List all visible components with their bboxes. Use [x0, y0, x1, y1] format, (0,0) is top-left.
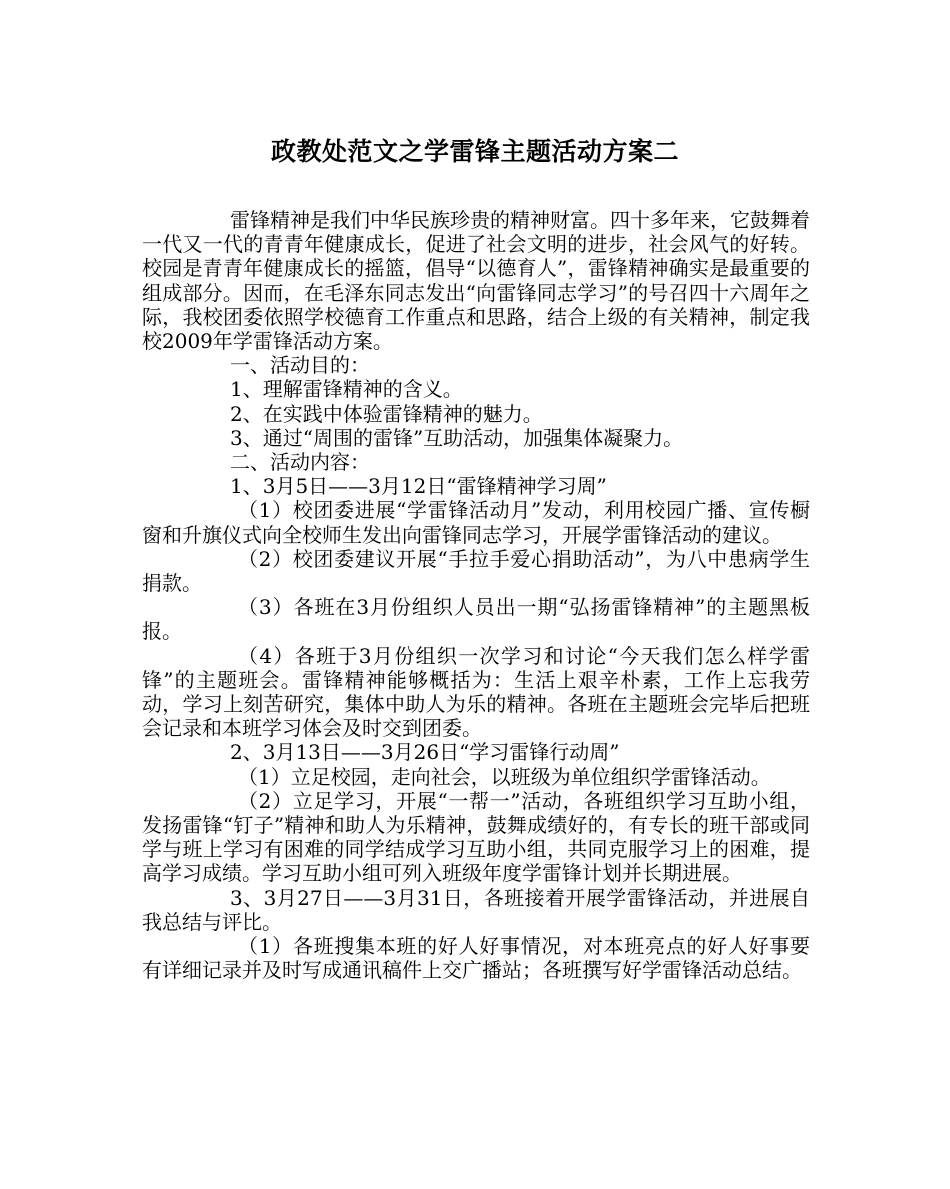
section-heading-goals: 一、活动目的：: [230, 353, 370, 378]
document-title: 政教处范文之学雷锋主题活动方案二: [270, 137, 679, 166]
goal-item-2: 2、在实践中体验雷锋精神的魅力。: [230, 401, 543, 426]
phase-1-item-1: （1）校团委进展“学雷锋活动月”发动，利用校园广播、宣传橱窗和升旗仪式向全校师生发出向雷锋同志学习，开展学雷锋活动的建议。: [142, 498, 810, 547]
phase-2-item-2: （2）立足学习，开展“一帮一”活动，各班组织学习互助小组，发扬雷锋“钉子”精神和助人为乐精神，鼓舞成绩好的，有专长的班干部或同学与班上学习有困难的同学结成学习互助小组，共同克服学习上的困难，提高学习成绩。学习互助小组可列入班级年度学雷锋计划并长期进展。: [142, 788, 810, 886]
goal-item-3: 3、通过“周围的雷锋”互助活动，加强集体凝聚力。: [230, 425, 684, 450]
phase-1-item-2: （2）校团委建议开展“手拉手爱心捐助活动”，为八中患病学生捐款。: [142, 546, 810, 596]
goal-item-1: 1、理解雷锋精神的含义。: [230, 377, 463, 402]
phase-1-heading: 1、3月5日——3月12日“雷锋精神学习周”: [230, 474, 607, 499]
phase-1-item-4: （4）各班于3月份组织一次学习和讨论“今天我们怎么样学雷锋”的主题班会。雷锋精神能够概括为：生活上艰辛朴素，工作上忘我劳动，学习上刻苦研究，集体中助人为乐的精神。各班在主题班会完毕后把班会记录和本班学习体会及时交到团委。: [142, 643, 810, 741]
intro-paragraph: 雷锋精神是我们中华民族珍贵的精神财富。四十多年来，它鼓舞着一代又一代的青青年健康成长，促进了社会文明的进步，社会风气的好转。校园是青青年健康成长的摇篮，倡导“以德育人”，雷锋精神确实是最重要的组成部分。因而，在毛泽东同志发出“向雷锋同志学习”的号召四十六周年之际，我校团委依照学校德育工作重点和思路，结合上级的有关精神，制定我校2009年学雷锋活动方案。: [142, 208, 810, 354]
phase-1-item-3: （3）各班在3月份组织人员出一期“弘扬雷锋精神”的主题黑板报。: [142, 595, 810, 644]
phase-2-item-1: （1）立足校园，走向社会，以班级为单位组织学雷锋活动。: [238, 764, 771, 789]
section-heading-content: 二、活动内容：: [230, 450, 370, 475]
phase-3-heading: 3、3月27日——3月31日，各班接着开展学雷锋活动，并进展自我总结与评比。: [142, 885, 810, 934]
phase-2-heading: 2、3月13日——3月26日“学习雷锋行动周”: [230, 740, 620, 765]
phase-3-item-1: （1）各班搜集本班的好人好事情况，对本班亮点的好人好事要有详细记录并及时写成通讯稿件上交广播站；各班撰写好学雷锋活动总结。: [142, 934, 810, 983]
document-body: [142, 208, 810, 983]
